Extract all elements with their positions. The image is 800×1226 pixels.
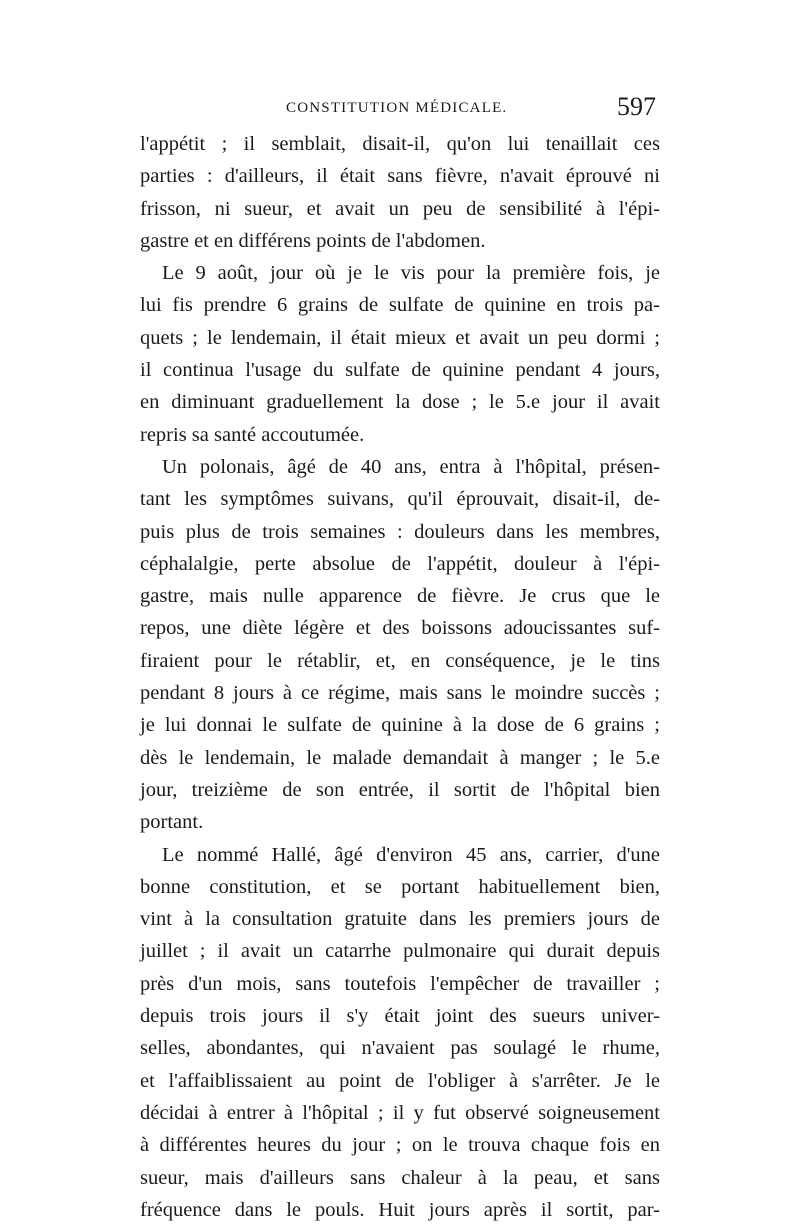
paragraph-start-line: Le 9 août, jour où je le vis pour la première fois, je: [162, 262, 660, 285]
text-line: il continua l'usage du sulfate de quinine pendant 4 jours,: [140, 359, 660, 382]
text-line: à différentes heures du jour ; on le trouva chaque fois en: [140, 1134, 660, 1157]
text-line: parties : d'ailleurs, il était sans fièvre, n'avait éprouvé ni: [140, 165, 660, 188]
text-line: décidai à entrer à l'hôpital ; il y fut observé soigneusement: [140, 1101, 660, 1124]
text-line: firaient pour le rétablir, et, en conséquence, je le tins: [140, 649, 660, 672]
text-line: puis plus de trois semaines : douleurs dans les membres,: [140, 520, 660, 543]
text-line: portant.: [140, 811, 204, 834]
body-text: [140, 128, 660, 1226]
text-line: quets ; le lendemain, il était mieux et avait un peu dormi ;: [140, 326, 660, 349]
text-line: depuis trois jours il s'y était joint des sueurs univer-: [140, 1005, 660, 1028]
text-line: repris sa santé accoutumée.: [140, 423, 365, 446]
text-line: tant les symptômes suivans, qu'il éprouvait, disait-il, de-: [140, 488, 660, 511]
running-title: CONSTITUTION MÉDICALE.: [286, 100, 508, 116]
text-line: vint à la consultation gratuite dans les premiers jours de: [140, 908, 660, 931]
text-line: fréquence dans le pouls. Huit jours après il sortit, par-: [140, 1198, 660, 1221]
text-line: repos, une diète légère et des boissons adoucissantes suf-: [140, 617, 660, 640]
text-line: selles, abondantes, qui n'avaient pas soulagé le rhume,: [140, 1037, 660, 1060]
text-line: gastre, mais nulle apparence de fièvre. Je crus que le: [140, 585, 660, 608]
paragraph-start-line: Le nommé Hallé, âgé d'environ 45 ans, carrier, d'une: [162, 843, 660, 866]
text-line: sueur, mais d'ailleurs sans chaleur à la peau, et sans: [140, 1166, 660, 1189]
text-line: jour, treizième de son entrée, il sortit de l'hôpital bien: [140, 778, 660, 801]
text-line: dès le lendemain, le malade demandait à manger ; le 5.e: [140, 746, 660, 769]
text-line: lui fis prendre 6 grains de sulfate de quinine en trois pa-: [140, 294, 660, 317]
text-line: céphalalgie, perte absolue de l'appétit, douleur à l'épi-: [140, 552, 660, 575]
text-line: juillet ; il avait un catarrhe pulmonaire qui durait depuis: [140, 940, 660, 963]
text-line: bonne constitution, et se portant habituellement bien,: [140, 875, 660, 898]
text-line: et l'affaiblissaient au point de l'obliger à s'arrêter. Je le: [140, 1069, 660, 1092]
text-line: je lui donnai le sulfate de quinine à la dose de 6 grains ;: [140, 714, 660, 737]
running-head: [140, 92, 656, 126]
text-line: en diminuant graduellement la dose ; le 5.e jour il avait: [140, 391, 660, 414]
text-line: près d'un mois, sans toutefois l'empêcher de travailler ;: [140, 972, 660, 995]
page-number: 597: [617, 92, 656, 121]
text-line: l'appétit ; il semblait, disait-il, qu'on lui tenaillait ces: [140, 133, 660, 155]
text-line: pendant 8 jours à ce régime, mais sans le moindre succès ;: [140, 682, 660, 705]
paragraph-start-line: Un polonais, âgé de 40 ans, entra à l'hôpital, présen-: [162, 455, 660, 478]
text-line: frisson, ni sueur, et avait un peu de sensibilité à l'épi-: [140, 197, 660, 220]
text-line: gastre et en différens points de l'abdomen.: [140, 229, 486, 252]
